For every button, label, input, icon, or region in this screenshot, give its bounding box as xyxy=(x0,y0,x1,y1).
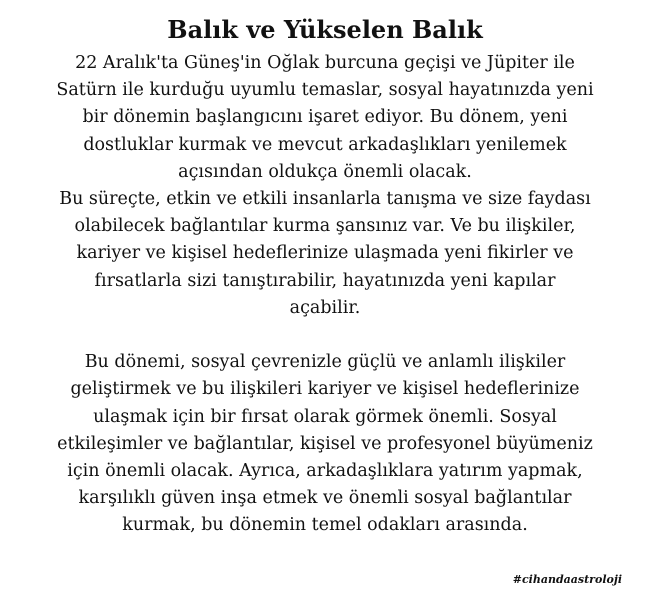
paragraph-2 xyxy=(0,186,650,322)
text-line: geliştirmek ve bu ilişkileri kariyer ve kişisel hedeflerinize xyxy=(70,379,580,400)
text-line: olabilecek bağlantılar kurma şansınız var. Ve bu ilişkiler, xyxy=(74,216,576,237)
text-line: 22 Aralık'ta Güneş'in Oğlak burcuna geçişi ve Jüpiter ile xyxy=(75,53,575,73)
text-line: açabilir. xyxy=(289,297,361,318)
paragraph-spacer xyxy=(0,322,650,349)
text-line: fırsatlarla sizi tanıştırabilir, hayatınızda yeni kapılar xyxy=(94,270,556,291)
text-line: bir dönemin başlangıcını işaret ediyor. Bu dönem, yeni xyxy=(82,107,568,128)
text-line: karşılıklı güven inşa etmek ve önemli sosyal bağlantılar xyxy=(78,488,572,509)
hashtag-watermark: #cihandaastroloji xyxy=(512,573,622,586)
text-line: Bu süreçte, etkin ve etkili insanlarla tanışma ve size faydası xyxy=(59,189,591,210)
text-line: kurmak, bu dönemin temel odakları arasında. xyxy=(122,515,528,536)
text-line: ulaşmak için bir fırsat olarak görmek önemli. Sosyal xyxy=(93,406,557,427)
text-line: açısından oldukça önemli olacak. xyxy=(178,161,472,182)
page-title: Balık ve Yükselen Balık xyxy=(167,15,483,44)
text-line: dostluklar kurmak ve mevcut arkadaşlıkları yenilemek xyxy=(83,134,567,155)
text-line: kariyer ve kişisel hedeflerinize ulaşmada yeni fikirler ve xyxy=(76,243,574,264)
article-body xyxy=(0,50,650,540)
text-line: etkileşimler ve bağlantılar, kişisel ve profesyonel büyümeniz xyxy=(57,433,593,454)
text-line: Satürn ile kurduğu uyumlu temaslar, sosyal hayatınızda yeni xyxy=(56,80,594,101)
paragraph-1 xyxy=(0,50,650,186)
text-line: için önemli olacak. Ayrıca, arkadaşlıklara yatırım yapmak, xyxy=(67,461,583,482)
text-line: Bu dönemi, sosyal çevrenizle güçlü ve anlamlı ilişkiler xyxy=(84,352,566,373)
paragraph-3 xyxy=(0,349,650,539)
